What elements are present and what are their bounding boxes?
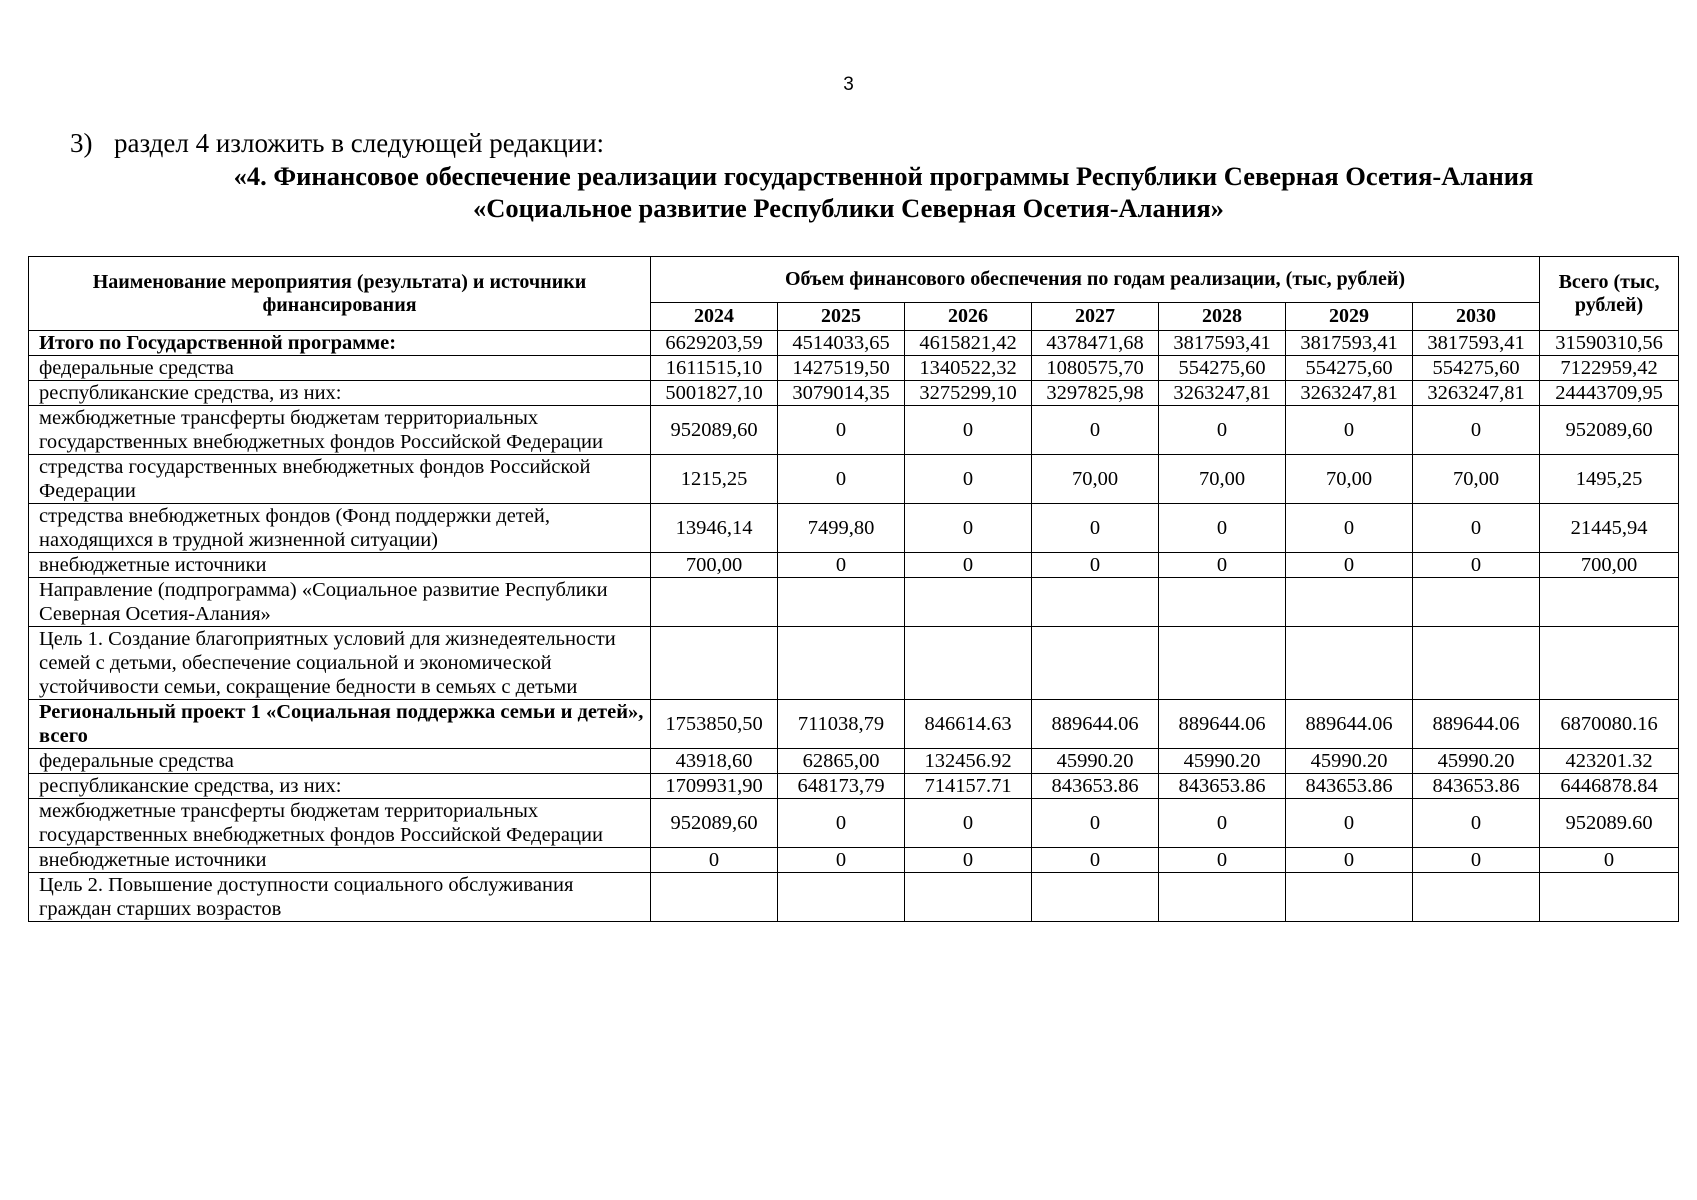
table-row (29, 356, 1679, 381)
section-title-line-2: «Социальное развитие Республики Северная Осетия-Алания» (473, 193, 1224, 223)
row-year-value: 0 (1413, 504, 1540, 553)
table-row (29, 774, 1679, 799)
row-year-value: 0 (905, 455, 1032, 504)
row-year-value: 4514033,65 (778, 331, 905, 356)
row-total-value: 21445,94 (1540, 504, 1679, 553)
row-year-value: 3817593,41 (1286, 331, 1413, 356)
row-year-value: 889644.06 (1159, 700, 1286, 749)
row-year-value: 0 (905, 553, 1032, 578)
row-year-value: 952089,60 (651, 799, 778, 848)
row-total-value: 6446878.84 (1540, 774, 1679, 799)
table-row (29, 381, 1679, 406)
header-total: Всего (тыс, рублей) (1540, 257, 1679, 331)
header-year: 2029 (1286, 303, 1413, 331)
row-year-value: 0 (905, 406, 1032, 455)
row-year-value: 711038,79 (778, 700, 905, 749)
row-year-value (1413, 627, 1540, 700)
row-year-value: 554275,60 (1159, 356, 1286, 381)
row-year-value: 0 (1286, 406, 1413, 455)
row-year-value (905, 627, 1032, 700)
row-year-value (1032, 873, 1159, 922)
row-year-value: 43918,60 (651, 749, 778, 774)
row-year-value: 4615821,42 (905, 331, 1032, 356)
row-total-value: 952089,60 (1540, 406, 1679, 455)
row-year-value: 3079014,35 (778, 381, 905, 406)
row-year-value (1286, 873, 1413, 922)
row-year-value: 0 (778, 799, 905, 848)
row-year-value: 0 (1032, 504, 1159, 553)
row-year-value: 889644.06 (1286, 700, 1413, 749)
row-year-value: 0 (905, 504, 1032, 553)
header-volume: Объем финансового обеспечения по годам реализации, (тыс, рублей) (651, 257, 1540, 303)
table-row (29, 578, 1679, 627)
row-year-value: 0 (1159, 799, 1286, 848)
row-year-value: 70,00 (1286, 455, 1413, 504)
row-year-value: 846614.63 (905, 700, 1032, 749)
table-row (29, 799, 1679, 848)
row-name: Региональный проект 1 «Социальная поддержка семьи и детей», всего (29, 700, 651, 749)
row-year-value (778, 627, 905, 700)
row-year-value: 0 (1413, 848, 1540, 873)
row-total-value (1540, 873, 1679, 922)
row-year-value: 45990.20 (1413, 749, 1540, 774)
row-year-value: 3275299,10 (905, 381, 1032, 406)
row-year-value (1032, 627, 1159, 700)
row-name: внебюджетные источники (29, 553, 651, 578)
row-total-value: 24443709,95 (1540, 381, 1679, 406)
row-name: республиканские средства, из них: (29, 381, 651, 406)
row-year-value: 700,00 (651, 553, 778, 578)
row-year-value: 0 (905, 799, 1032, 848)
table-row (29, 700, 1679, 749)
row-year-value: 45990.20 (1159, 749, 1286, 774)
row-year-value (651, 873, 778, 922)
row-year-value: 554275,60 (1286, 356, 1413, 381)
row-total-value: 700,00 (1540, 553, 1679, 578)
table-row (29, 504, 1679, 553)
row-year-value: 7499,80 (778, 504, 905, 553)
row-year-value (1286, 578, 1413, 627)
section-title (0, 160, 1697, 224)
row-year-value: 843653.86 (1159, 774, 1286, 799)
row-name: межбюджетные трансферты бюджетам территориальных государственных внебюджетных фондов Российской Федерации (29, 406, 651, 455)
row-year-value: 0 (1413, 553, 1540, 578)
row-year-value: 6629203,59 (651, 331, 778, 356)
row-year-value: 0 (1032, 799, 1159, 848)
header-name-column: Наименование мероприятия (результата) и источники финансирования (29, 257, 651, 331)
row-year-value (778, 873, 905, 922)
row-year-value: 889644.06 (1032, 700, 1159, 749)
row-year-value (1159, 627, 1286, 700)
row-year-value (651, 627, 778, 700)
row-year-value (905, 578, 1032, 627)
row-year-value: 13946,14 (651, 504, 778, 553)
row-name: республиканские средства, из них: (29, 774, 651, 799)
row-name: Итого по Государственной программе: (29, 331, 651, 356)
row-year-value: 70,00 (1413, 455, 1540, 504)
row-year-value (1032, 578, 1159, 627)
row-total-value: 1495,25 (1540, 455, 1679, 504)
row-year-value: 843653.86 (1032, 774, 1159, 799)
row-year-value: 4378471,68 (1032, 331, 1159, 356)
header-year: 2030 (1413, 303, 1540, 331)
row-year-value: 3263247,81 (1286, 381, 1413, 406)
row-year-value: 0 (778, 848, 905, 873)
row-year-value: 0 (1286, 553, 1413, 578)
row-name: Направление (подпрограмма) «Социальное развитие Республики Северная Осетия-Алания» (29, 578, 651, 627)
row-year-value: 62865,00 (778, 749, 905, 774)
row-total-value: 6870080.16 (1540, 700, 1679, 749)
row-name: федеральные средства (29, 749, 651, 774)
row-year-value: 648173,79 (778, 774, 905, 799)
row-total-value: 952089.60 (1540, 799, 1679, 848)
row-year-value: 3817593,41 (1413, 331, 1540, 356)
table-row (29, 749, 1679, 774)
page-number: 3 (843, 74, 854, 95)
row-year-value: 3263247,81 (1159, 381, 1286, 406)
row-year-value (1159, 578, 1286, 627)
row-total-value: 7122959,42 (1540, 356, 1679, 381)
row-name: федеральные средства (29, 356, 651, 381)
row-year-value: 1709931,90 (651, 774, 778, 799)
row-year-value (1413, 873, 1540, 922)
row-year-value: 0 (1159, 553, 1286, 578)
header-year: 2024 (651, 303, 778, 331)
row-year-value: 0 (778, 406, 905, 455)
row-total-value: 31590310,56 (1540, 331, 1679, 356)
row-total-value (1540, 578, 1679, 627)
intro-paragraph (70, 127, 604, 159)
table-row (29, 553, 1679, 578)
row-year-value: 5001827,10 (651, 381, 778, 406)
section-title-line-1: «4. Финансовое обеспечение реализации государственной программы Республики Северная Осетия-Алания (233, 161, 1534, 191)
row-year-value: 0 (1159, 848, 1286, 873)
row-year-value: 843653.86 (1413, 774, 1540, 799)
row-year-value: 0 (1286, 799, 1413, 848)
table-row (29, 873, 1679, 922)
row-year-value: 3817593,41 (1159, 331, 1286, 356)
row-year-value (1159, 873, 1286, 922)
row-year-value: 1340522,32 (905, 356, 1032, 381)
row-year-value: 70,00 (1159, 455, 1286, 504)
table-row (29, 331, 1679, 356)
row-total-value: 0 (1540, 848, 1679, 873)
row-year-value (1413, 578, 1540, 627)
row-name: внебюджетные источники (29, 848, 651, 873)
row-year-value: 1427519,50 (778, 356, 905, 381)
row-year-value (905, 873, 1032, 922)
intro-number: 3) (70, 128, 93, 158)
table-row (29, 455, 1679, 504)
row-year-value: 0 (778, 455, 905, 504)
row-year-value: 0 (1159, 406, 1286, 455)
header-year: 2028 (1159, 303, 1286, 331)
row-year-value: 0 (651, 848, 778, 873)
header-year: 2026 (905, 303, 1032, 331)
row-year-value: 0 (1286, 848, 1413, 873)
row-year-value: 1753850,50 (651, 700, 778, 749)
row-year-value: 843653.86 (1286, 774, 1413, 799)
row-year-value: 0 (1032, 406, 1159, 455)
table-row (29, 848, 1679, 873)
row-year-value: 0 (1032, 848, 1159, 873)
row-year-value: 889644.06 (1413, 700, 1540, 749)
row-year-value: 1080575,70 (1032, 356, 1159, 381)
row-year-value: 0 (1413, 406, 1540, 455)
intro-text: раздел 4 изложить в следующей редакции: (114, 128, 605, 158)
row-year-value: 1611515,10 (651, 356, 778, 381)
header-year: 2027 (1032, 303, 1159, 331)
row-year-value (778, 578, 905, 627)
row-year-value: 0 (1032, 553, 1159, 578)
row-year-value: 45990.20 (1286, 749, 1413, 774)
row-year-value: 952089,60 (651, 406, 778, 455)
row-year-value: 0 (1286, 504, 1413, 553)
row-name: стредства внебюджетных фондов (Фонд поддержки детей, находящихся в трудной жизненной ситуации) (29, 504, 651, 553)
row-year-value: 1215,25 (651, 455, 778, 504)
row-name: Цель 1. Создание благоприятных условий для жизнедеятельности семей с детьми, обеспечение социальной и экономической устойчивости семьи, сокращение бедности в семьях с детьми (29, 627, 651, 700)
row-year-value: 3263247,81 (1413, 381, 1540, 406)
row-year-value: 554275,60 (1413, 356, 1540, 381)
row-total-value: 423201.32 (1540, 749, 1679, 774)
row-year-value: 3297825,98 (1032, 381, 1159, 406)
row-name: межбюджетные трансферты бюджетам территориальных государственных внебюджетных фондов Российской Федерации (29, 799, 651, 848)
table-row (29, 406, 1679, 455)
financing-table (28, 256, 1679, 922)
row-year-value: 70,00 (1032, 455, 1159, 504)
row-year-value: 45990.20 (1032, 749, 1159, 774)
row-year-value: 714157.71 (905, 774, 1032, 799)
row-name: Цель 2. Повышение доступности социального обслуживания граждан старших возрастов (29, 873, 651, 922)
table-row (29, 627, 1679, 700)
row-year-value: 0 (905, 848, 1032, 873)
header-year: 2025 (778, 303, 905, 331)
row-year-value: 0 (1413, 799, 1540, 848)
row-total-value (1540, 627, 1679, 700)
row-year-value (651, 578, 778, 627)
row-name: стредства государственных внебюджетных фондов Российской Федерации (29, 455, 651, 504)
row-year-value: 132456.92 (905, 749, 1032, 774)
row-year-value: 0 (1159, 504, 1286, 553)
row-year-value (1286, 627, 1413, 700)
row-year-value: 0 (778, 553, 905, 578)
